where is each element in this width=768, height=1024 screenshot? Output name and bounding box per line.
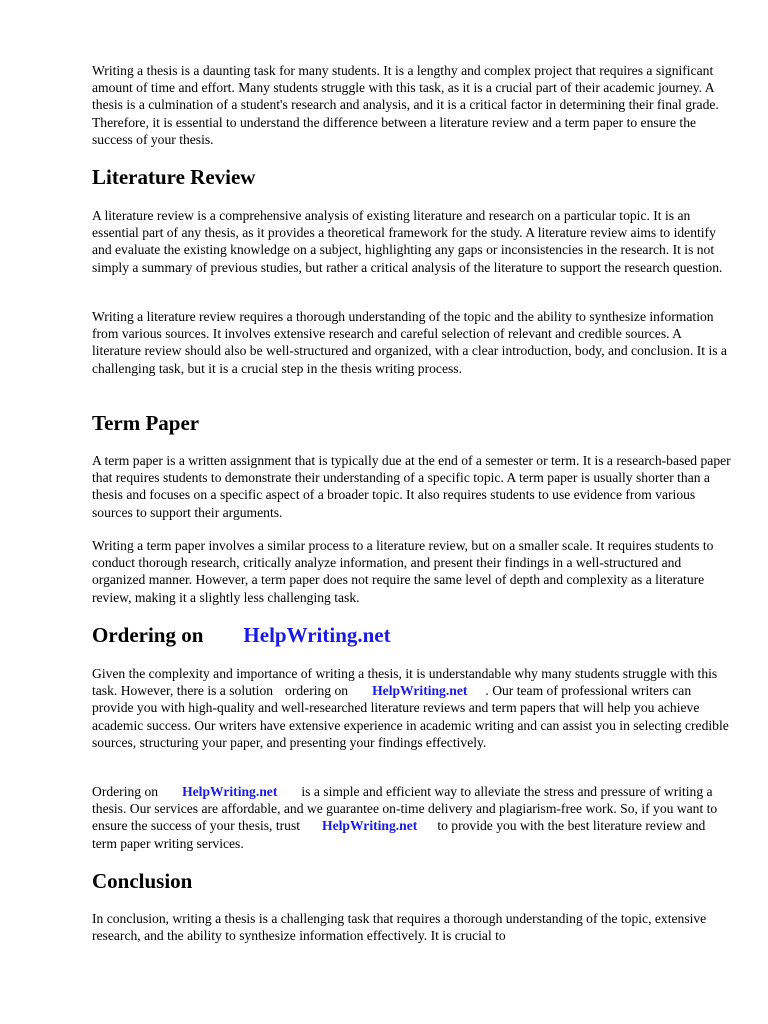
conclusion-paragraph-1: In conclusion, writing a thesis is a challenging task that requires a thorough understanding of the topic, extensive research, and the ability to synthesize information effectively. It is crucial to bbox=[92, 911, 707, 944]
ordering-p2-text-c: to provide you with the best literature review and term paper writing services. bbox=[92, 818, 706, 851]
ordering-p1-text-b: ordering on bbox=[285, 683, 349, 699]
intro-paragraph: Writing a thesis is a daunting task for many students. It is a lengthy and complex project that requires a significant amount of time and effort. Many students struggle with this task, as it is a crucial part of their academic journey. A thesis is a culmination of a student's research and analysis, and it is a critical factor in determining their final grade. Therefore, it is essential to understand the difference between a literature review and a term paper to ensure the success of your thesis. bbox=[92, 63, 719, 147]
literature-review-paragraph-1: A literature review is a comprehensive analysis of existing literature and research on a particular topic. It is an essential part of any thesis, as it provides a theoretical framework for the study. A literature review aims to identify and evaluate the existing knowledge on a subject, highlighting any gaps or inconsistencies in the research. It is not simply a summary of previous studies, but rather a critical analysis of the literature to support the research question. bbox=[92, 208, 723, 275]
helpwriting-heading-link[interactable]: HelpWriting.net bbox=[243, 623, 391, 647]
ordering-p2-text-b: is a simple and efficient way to alleviate the stress and pressure of writing a thesis. Our services are affordable, and we guarantee on-time delivery and plagiarism-free work. So, if you want to ensure the success of your thesis, trust bbox=[92, 784, 718, 834]
literature-review-heading: Literature Review bbox=[92, 165, 256, 189]
conclusion-heading: Conclusion bbox=[92, 869, 193, 893]
helpwriting-link-1[interactable]: HelpWriting.net bbox=[372, 683, 468, 699]
literature-review-paragraph-2: Writing a literature review requires a thorough understanding of the topic and the ability to synthesize information from various sources. It involves extensive research and careful selection of relevant and credible sources. A literature review should also be well-structured and organized, with a clear introduction, body, and conclusion. It is a challenging task, but it is a crucial step in the thesis writing process. bbox=[92, 309, 727, 376]
ordering-heading bbox=[92, 622, 732, 648]
ordering-p2-text-a: Ordering on bbox=[92, 784, 159, 799]
ordering-paragraph-2 bbox=[92, 783, 732, 852]
ordering-p1-text-c: . Our team of professional writers can provide you with high-quality and well-researched literature reviews and term papers that will help you achieve academic success. Our writers have extensive experience in academic writing and can assist you in selecting credible sources, structuring your paper, and presenting your findings effectively. bbox=[92, 683, 729, 750]
term-paper-heading: Term Paper bbox=[92, 411, 200, 435]
ordering-heading-text: Ordering on bbox=[92, 623, 204, 647]
term-paper-paragraph-2: Writing a term paper involves a similar process to a literature review, but on a smaller scale. It requires students to conduct thorough research, critically analyze information, and present their findings in a well-structured and organized manner. However, a term paper does not require the same level of depth and complexity as a literature review, making it a slightly less challenging task. bbox=[92, 538, 714, 605]
helpwriting-link-2[interactable]: HelpWriting.net bbox=[182, 784, 278, 799]
ordering-p1-text-a: Given the complexity and importance of writing a thesis, it is understandable why many students struggle with this task. However, there is a solution bbox=[92, 666, 718, 699]
ordering-paragraph-1 bbox=[92, 665, 732, 751]
helpwriting-link-3[interactable]: HelpWriting.net bbox=[322, 818, 418, 834]
term-paper-paragraph-1: A term paper is a written assignment that is typically due at the end of a semester or term. It is a research-based paper that requires students to demonstrate their understanding of a specific topic. A term paper is usually shorter than a thesis and focuses on a specific aspect of a broader topic. It also requires students to use evidence from various sources to support their arguments. bbox=[92, 453, 731, 520]
